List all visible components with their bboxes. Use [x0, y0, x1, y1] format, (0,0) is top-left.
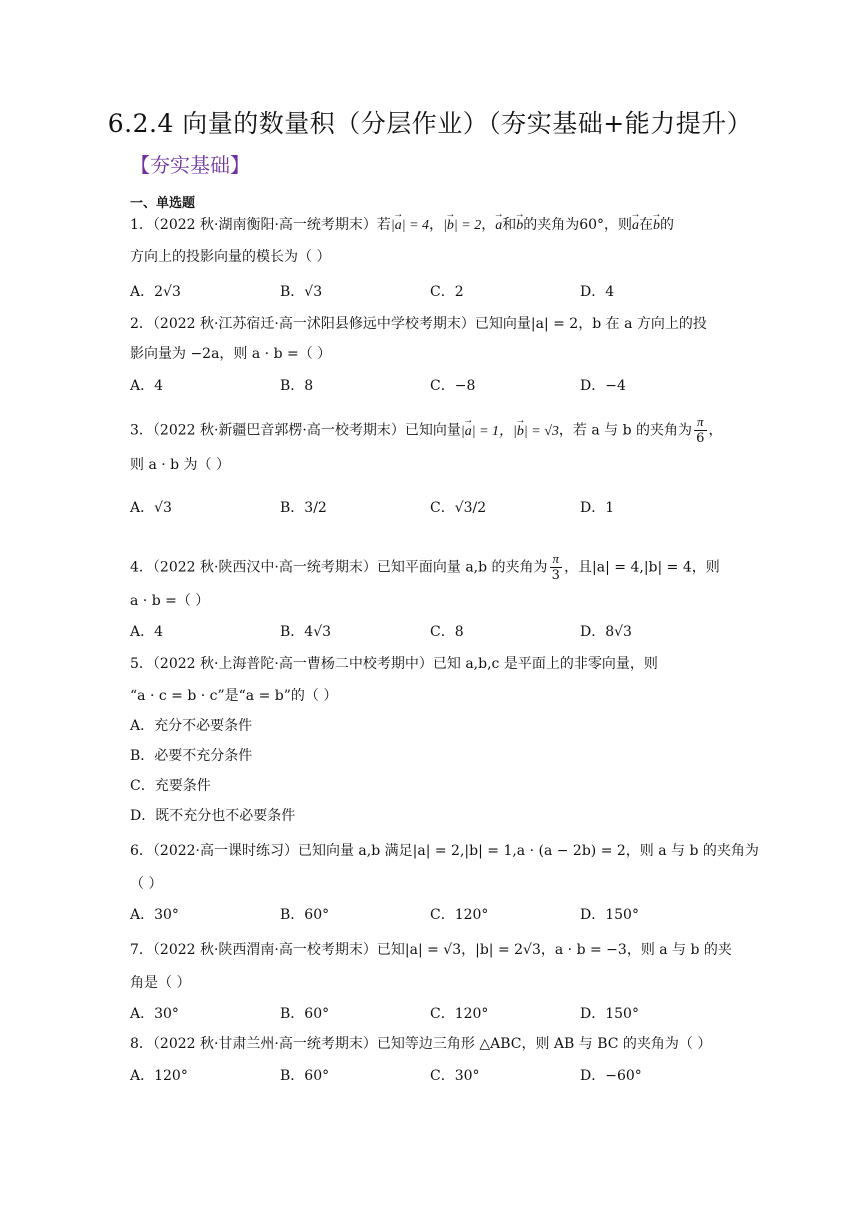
- q8-option-c[interactable]: C．30°: [430, 1068, 480, 1084]
- q6-option-a[interactable]: A．30°: [130, 907, 179, 923]
- q7-option-c[interactable]: C．120°: [430, 1006, 489, 1022]
- q5-option-d[interactable]: D．既不充分也不必要条件: [130, 808, 296, 824]
- q4-option-a[interactable]: A．4: [130, 624, 164, 640]
- q3-line1: 3．（2022 秋·新疆巴音郭楞·高一校考期末）已知向量|→ a| = 1，|→ b| = √3，若 a 与 b 的夹角为 $\frac{\pi}{6}$ ，: [130, 414, 723, 447]
- q4-option-b[interactable]: B．4√3: [280, 624, 332, 640]
- q8-line1: 8．（2022 秋·甘肃兰州·高一统考期末）已知等边三角形 △ABC，则 AB 与 BC 的夹角为（ ）: [130, 1036, 712, 1052]
- q5-option-a[interactable]: A．充分不必要条件: [130, 718, 253, 734]
- q7-line1: 7．（2022 秋·陕西渭南·高一校考期末）已知|a| = √3，|b| = 2√3，a · b = −3，则 a 与 b 的夹: [130, 942, 732, 958]
- document-title: 6.2.4 向量的数量积（分层作业）（夯实基础+能力提升）: [107, 109, 753, 138]
- q5-line1: 5．（2022 秋·上海普陀·高一曹杨二中校考期中）已知 a,b,c 是平面上的非零向量，则: [130, 656, 658, 672]
- q4-source: 4．（2022 秋·陕西汉中·高一统考期末）已知平面向量 a,b 的夹角为: [130, 559, 548, 576]
- q1-text: ，: [429, 217, 444, 233]
- q8-option-b[interactable]: B．60°: [280, 1068, 330, 1084]
- q4-tail: ，且|a| = 4,|b| = 4，则: [564, 559, 720, 576]
- q7-option-b[interactable]: B．60°: [280, 1006, 330, 1022]
- q3-source: 3．（2022 秋·新疆巴音郭楞·高一校考期末）已知向量: [130, 422, 461, 439]
- q1-option-d[interactable]: D．4: [580, 284, 615, 300]
- q3-angle-denominator: 6: [696, 431, 705, 446]
- q1-text: ，: [481, 217, 496, 233]
- q7-line2: 角是（ ）: [130, 975, 191, 991]
- q4-angle-denominator: 3: [551, 568, 560, 583]
- q6-line1: 6．（2022·高一课时练习）已知向量 a,b 满足|a| = 2,|b| = 1,a · (a − 2b) = 2，则 a 与 b 的夹角为: [130, 843, 759, 859]
- q3-option-b[interactable]: B．3/2: [280, 500, 327, 516]
- q3-angle-numerator: π: [694, 414, 707, 431]
- q7-option-a[interactable]: A．30°: [130, 1006, 179, 1022]
- q4-angle-fraction: [550, 551, 563, 584]
- q2-option-b[interactable]: B．8: [280, 378, 314, 394]
- q1-line1: 1．（2022 秋·湖南衡阳·高一统考期末）若|→ a| = 4，|→ b| = 2，→ a和→ b的夹角为60°，则→ a在→ b的: [130, 214, 674, 236]
- q5-option-b[interactable]: B．必要不充分条件: [130, 748, 253, 764]
- q6-line2: （ ）: [130, 876, 163, 892]
- q1-option-b[interactable]: B．√3: [280, 284, 323, 300]
- q1-text: 和: [502, 217, 517, 233]
- q1-text: 的夹角为: [523, 217, 580, 233]
- q1-text: 在: [639, 217, 654, 233]
- q8-option-d[interactable]: D．−60°: [580, 1068, 642, 1084]
- q2-option-d[interactable]: D．−4: [580, 378, 626, 394]
- q1-option-c[interactable]: C．2: [430, 284, 464, 300]
- q4-line1: [130, 551, 720, 584]
- q2-line2: 影向量为 −2a，则 a · b =（ ）: [130, 346, 332, 362]
- q6-option-b[interactable]: B．60°: [280, 907, 330, 923]
- q2-option-c[interactable]: C．−8: [430, 378, 476, 394]
- q3-option-d[interactable]: D．1: [580, 500, 615, 516]
- q5-option-c[interactable]: C．充要条件: [130, 778, 211, 794]
- q4-line2: a · b =（ ）: [130, 593, 210, 609]
- q3-tail: ，若 a 与 b 的夹角为: [558, 422, 692, 439]
- q1-source: （2022 秋·湖南衡阳·高一统考期末）若: [152, 217, 391, 233]
- q3-option-a[interactable]: A．√3: [130, 500, 172, 516]
- section-heading: 【夯实基础】: [130, 153, 250, 177]
- q1-number: 1．: [130, 217, 153, 233]
- q5-line2: “a · c = b · c”是“a = b”的（ ）: [130, 688, 338, 704]
- q1-text: 的: [660, 217, 675, 233]
- q1-line2: 方向上的投影向量的模长为（ ）: [130, 249, 331, 265]
- q3-line2: 则 a · b 为（ ）: [130, 457, 231, 473]
- q2-option-a[interactable]: A．4: [130, 378, 164, 394]
- q1-angle: 60°: [579, 217, 605, 233]
- subsection-heading: 一、单选题: [130, 196, 196, 211]
- q4-option-d[interactable]: D．8√3: [580, 624, 632, 640]
- q6-option-d[interactable]: D．150°: [580, 907, 639, 923]
- q3-angle-fraction: [694, 414, 707, 447]
- q3-option-c[interactable]: C．√3/2: [430, 500, 487, 516]
- q6-option-c[interactable]: C．120°: [430, 907, 489, 923]
- q2-line1: 2．（2022 秋·江苏宿迁·高一沭阳县修远中学校考期末）已知向量|a| = 2，b 在 a 方向上的投: [130, 316, 707, 332]
- q8-option-a[interactable]: A．120°: [130, 1068, 188, 1084]
- q7-option-d[interactable]: D．150°: [580, 1006, 639, 1022]
- q1-option-a[interactable]: A．2√3: [130, 284, 181, 300]
- q4-angle-numerator: π: [550, 551, 563, 568]
- q4-option-c[interactable]: C．8: [430, 624, 464, 640]
- q1-text: ，则: [604, 217, 633, 233]
